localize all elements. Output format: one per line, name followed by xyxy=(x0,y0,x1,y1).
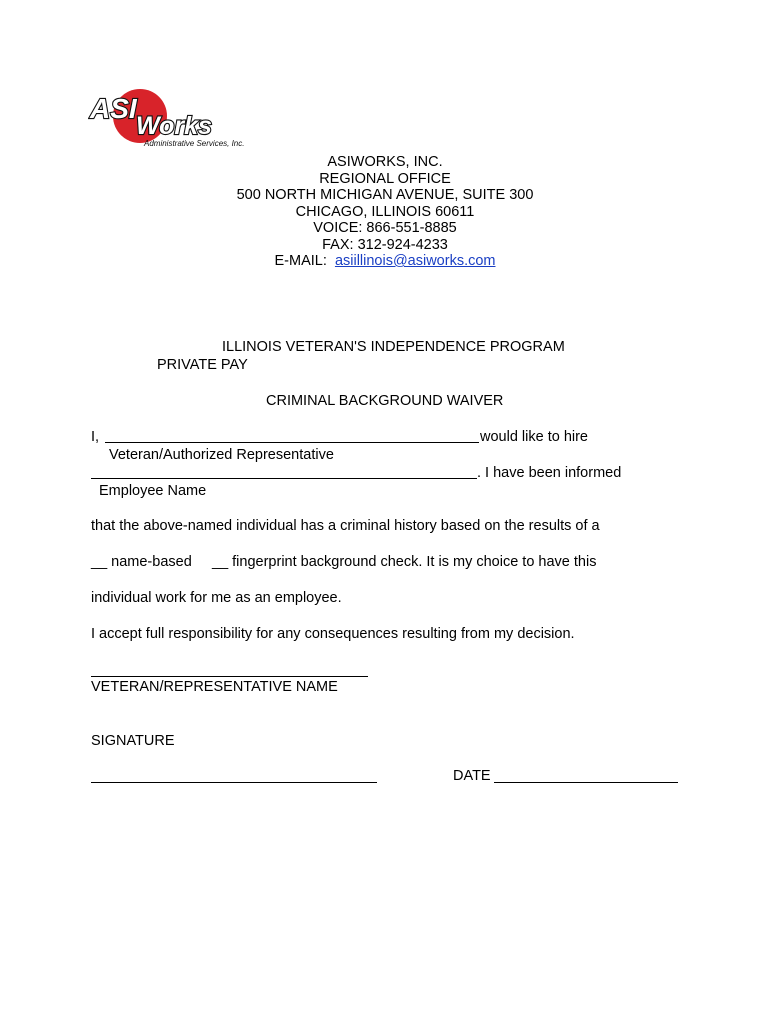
email-label: E-MAIL: xyxy=(274,253,327,269)
paragraph-employee: individual work for me as an employee. xyxy=(91,590,342,606)
voice-number: VOICE: 866-551-8885 xyxy=(313,220,457,236)
logo-tagline: Administrative Services, Inc. xyxy=(144,139,245,148)
representative-name-label: VETERAN/REPRESENTATIVE NAME xyxy=(91,679,338,695)
street-address: 500 NORTH MICHIGAN AVENUE, SUITE 300 xyxy=(236,187,534,203)
fax-number: FAX: 312-924-4233 xyxy=(322,237,448,253)
signature-label: SIGNATURE xyxy=(91,733,175,749)
logo-works-text: Works xyxy=(136,112,212,140)
logo-asi-text: ASI xyxy=(90,93,137,124)
informed-text: . I have been informed xyxy=(477,465,622,481)
email-link[interactable]: asiillinois@asiworks.com xyxy=(334,253,496,269)
waiver-title: CRIMINAL BACKGROUND WAIVER xyxy=(266,393,504,409)
fingerprint-option: __ fingerprint background check. It is my choice to have this xyxy=(212,554,597,570)
representative-name-line[interactable] xyxy=(91,676,368,677)
program-title: ILLINOIS VETERAN'S INDEPENDENCE PROGRAM xyxy=(222,339,565,355)
company-name: ASIWORKS, INC. xyxy=(327,154,443,170)
employee-name-blank[interactable] xyxy=(91,478,477,479)
paragraph-responsibility: I accept full responsibility for any consequences resulting from my decision. xyxy=(91,626,575,642)
name-based-option: __ name-based xyxy=(91,554,192,570)
email-line xyxy=(0,253,770,270)
date-line[interactable] xyxy=(494,782,678,783)
employee-caption: Employee Name xyxy=(99,483,207,499)
city-address: CHICAGO, ILLINOIS 60611 xyxy=(295,204,475,220)
hire-text: would like to hire xyxy=(480,429,588,445)
signature-line[interactable] xyxy=(91,782,377,783)
i-prefix: I, xyxy=(91,429,100,445)
paragraph-criminal-history: that the above-named individual has a criminal history based on the results of a xyxy=(91,518,600,534)
veteran-name-blank[interactable] xyxy=(105,442,479,443)
veteran-caption: Veteran/Authorized Representative xyxy=(109,447,334,463)
asiworks-logo xyxy=(88,88,260,154)
regional-office: REGIONAL OFFICE xyxy=(319,171,451,187)
date-label: DATE xyxy=(453,768,491,784)
private-pay-title: PRIVATE PAY xyxy=(157,357,248,373)
